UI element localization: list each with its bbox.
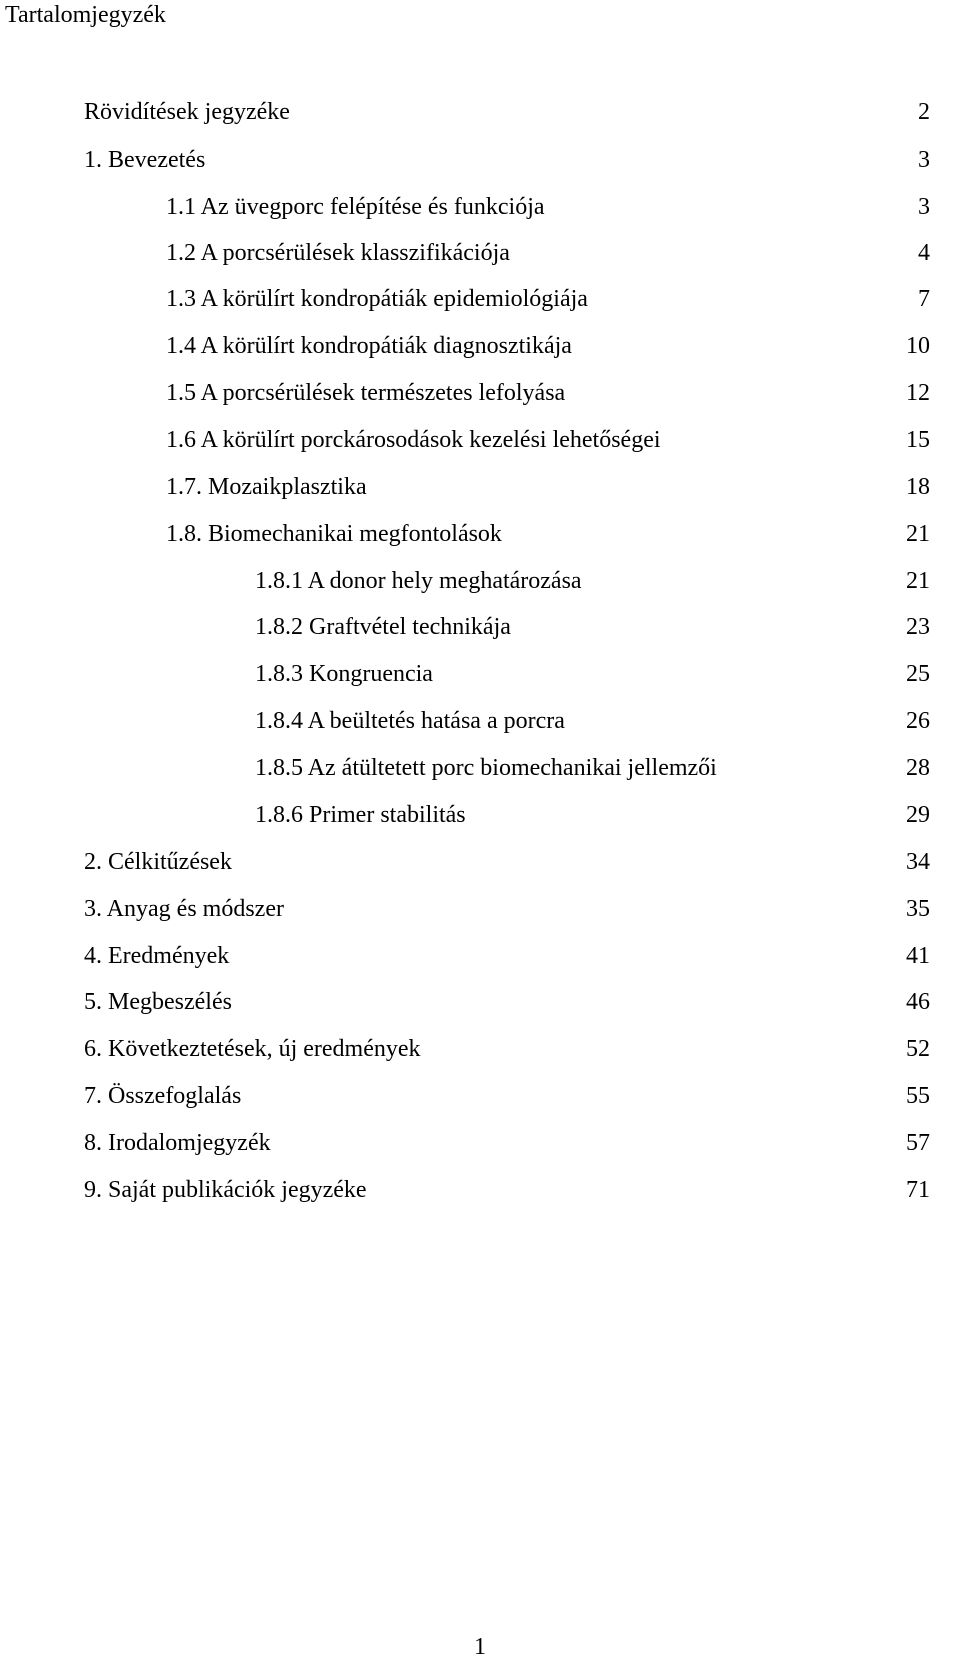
toc-entry-page: 21 [906,568,930,594]
toc-entry-chapter-8 [0,1126,960,1160]
toc-entry-abbreviations [0,95,960,129]
toc-entry-subsection-1-8-5 [0,751,960,785]
toc-entry-subsection-1-8-2 [0,610,960,644]
toc-entry-label: 1. Bevezetés [84,147,206,173]
toc-entry-page: 71 [906,1177,930,1203]
toc-entry-label: 7. Összefoglalás [84,1083,242,1109]
toc-entry-label: 8. Irodalomjegyzék [84,1130,271,1156]
page-title: Tartalomjegyzék [5,2,166,28]
page-number: 1 [474,1634,486,1660]
toc-entry-label: 1.2 A porcsérülések klasszifikációja [166,240,510,266]
toc-entry-section-1-2 [0,236,960,270]
toc-entry-label: 1.6 A körülírt porckárosodások kezelési lehetőségei [166,427,661,453]
toc-entry-page: 34 [906,849,930,875]
toc-entry-label: 1.8.6 Primer stabilitás [255,802,466,828]
toc-entry-page: 55 [906,1083,930,1109]
toc-entry-label: 1.8.4 A beültetés hatása a porcra [255,708,565,734]
toc-entry-label: 1.8.2 Graftvétel technikája [255,614,511,640]
toc-entry-section-1-3 [0,282,960,316]
toc-entry-section-1-6 [0,423,960,457]
toc-entry-chapter-1 [0,143,960,177]
toc-entry-page: 35 [906,896,930,922]
toc-entry-section-1-8 [0,517,960,551]
toc-entry-label: 1.5 A porcsérülések természetes lefolyása [166,380,566,406]
toc-entry-subsection-1-8-4 [0,704,960,738]
toc-entry-chapter-9 [0,1173,960,1207]
toc-entry-chapter-2 [0,845,960,879]
toc-entry-page: 57 [906,1130,930,1156]
toc-entry-subsection-1-8-3 [0,657,960,691]
toc-entry-section-1-1 [0,190,960,224]
toc-entry-chapter-6 [0,1032,960,1066]
toc-entry-page: 12 [906,380,930,406]
toc-entry-page: 21 [906,521,930,547]
toc-entry-label: 1.8.1 A donor hely meghatározása [255,568,582,594]
toc-entry-page: 23 [906,614,930,640]
toc-entry-chapter-4 [0,939,960,973]
toc-entry-label: 1.1 Az üvegporc felépítése és funkciója [166,194,545,220]
toc-entry-page: 25 [906,661,930,687]
toc-entry-page: 15 [906,427,930,453]
toc-entry-label: 1.8. Biomechanikai megfontolások [166,521,502,547]
toc-entry-page: 29 [906,802,930,828]
toc-entry-page: 3 [918,194,930,220]
toc-entry-subsection-1-8-1 [0,564,960,598]
toc-entry-label: 1.8.3 Kongruencia [255,661,433,687]
toc-entry-chapter-7 [0,1079,960,1113]
toc-entry-page: 26 [906,708,930,734]
toc-entry-label: 2. Célkitűzések [84,849,232,875]
toc-entry-section-1-4 [0,329,960,363]
toc-entry-page: 18 [906,474,930,500]
toc-entry-label: 3. Anyag és módszer [84,896,284,922]
toc-entry-page: 2 [918,99,930,125]
toc-entry-page: 10 [906,333,930,359]
toc-entry-page: 4 [918,240,930,266]
toc-entry-label: 1.8.5 Az átültetett porc biomechanikai jellemzői [255,755,717,781]
toc-entry-label: 1.3 A körülírt kondropátiák epidemiológiája [166,286,588,312]
toc-entry-section-1-7 [0,470,960,504]
toc-entry-page: 46 [906,989,930,1015]
toc-entry-label: 6. Következtetések, új eredmények [84,1036,421,1062]
toc-entry-label: 9. Saját publikációk jegyzéke [84,1177,367,1203]
toc-entry-label: 1.7. Mozaikplasztika [166,474,367,500]
toc-entry-page: 7 [918,286,930,312]
toc-entry-page: 41 [906,943,930,969]
toc-entry-label: 5. Megbeszélés [84,989,232,1015]
toc-entry-chapter-5 [0,985,960,1019]
toc-entry-page: 3 [918,147,930,173]
toc-entry-chapter-3 [0,892,960,926]
toc-entry-subsection-1-8-6 [0,798,960,832]
toc-entry-label: 1.4 A körülírt kondropátiák diagnosztikája [166,333,572,359]
toc-entry-label: Rövidítések jegyzéke [84,99,290,125]
toc-entry-label: 4. Eredmények [84,943,230,969]
toc-entry-section-1-5 [0,376,960,410]
toc-entry-page: 52 [906,1036,930,1062]
toc-entry-page: 28 [906,755,930,781]
